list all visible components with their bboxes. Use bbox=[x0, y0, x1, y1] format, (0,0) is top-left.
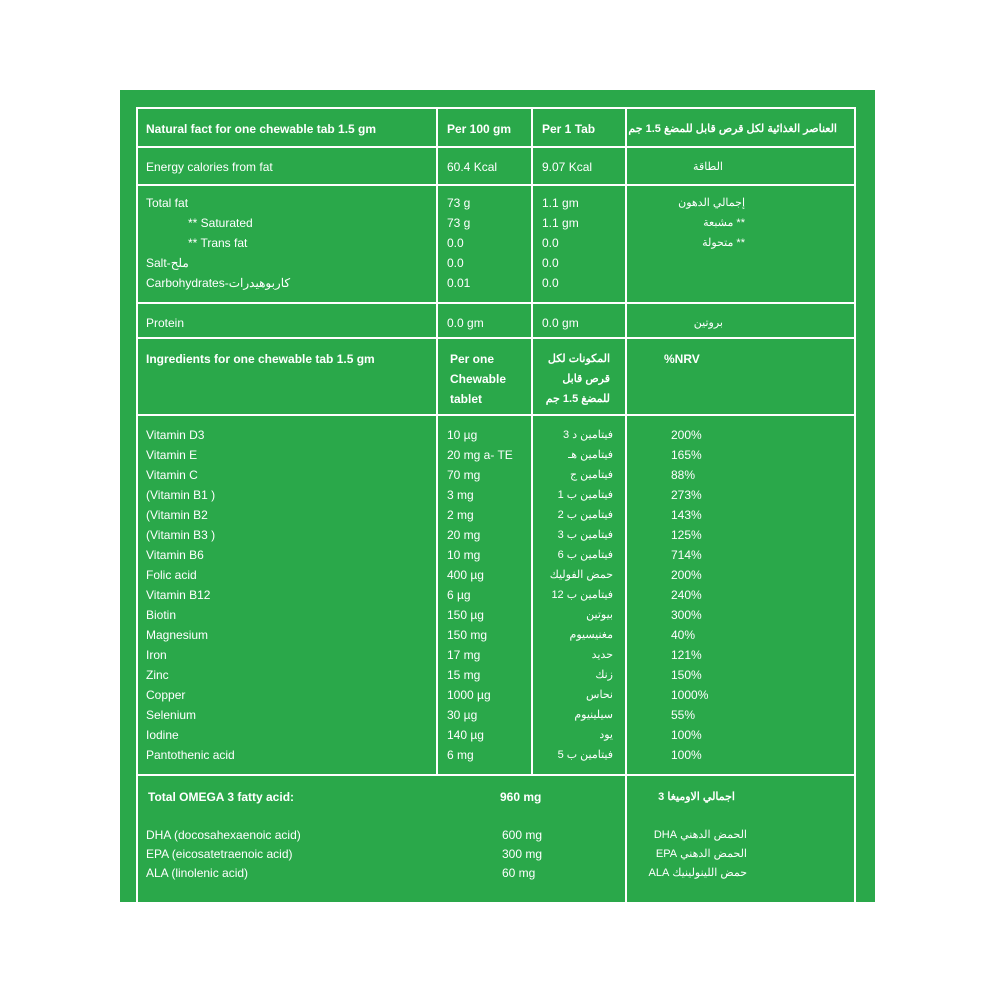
protein-arabic: بروتين bbox=[693, 317, 723, 329]
ingredient-nrv: 165% bbox=[671, 448, 702, 462]
header-col-per-100gm: Per 100 gm bbox=[447, 122, 512, 136]
column-divider-1 bbox=[436, 107, 438, 775]
fat-row-label: Total fat bbox=[146, 196, 189, 210]
energy-per-tab: 9.07 Kcal bbox=[542, 160, 593, 174]
omega-total-amount: 960 mg bbox=[500, 790, 542, 804]
fat-row-per-100: 73 g bbox=[447, 196, 471, 210]
ingredient-nrv: 150% bbox=[671, 668, 702, 682]
ingredient-arabic: سيلينيوم bbox=[574, 709, 613, 721]
ingredient-name: Iodine bbox=[146, 728, 179, 742]
fat-row-arabic: إجمالي الدهون bbox=[678, 197, 745, 209]
row-divider-ingredients-header bbox=[136, 414, 856, 416]
omega-item-arabic: حمض اللينولينيك ALA bbox=[648, 867, 747, 879]
ingredient-name: Magnesium bbox=[146, 628, 209, 642]
fat-row-arabic: ** مشبعة bbox=[703, 217, 745, 229]
table-border-right bbox=[854, 107, 856, 902]
ingredient-nrv: 125% bbox=[671, 528, 702, 542]
ingredient-amount: 17 mg bbox=[447, 648, 481, 662]
ingredient-amount: 20 mg bbox=[447, 528, 481, 542]
fat-row-per-tab: 0.0 bbox=[542, 276, 559, 290]
ingredient-name: Iron bbox=[146, 648, 167, 662]
ingredient-amount: 15 mg bbox=[447, 668, 481, 682]
omega-item-amount: 60 mg bbox=[502, 866, 536, 880]
ingredient-amount: 140 µg bbox=[447, 728, 484, 742]
ingredient-arabic: مغنيسيوم bbox=[569, 629, 613, 641]
ingredient-arabic: فيتامين ج bbox=[570, 469, 613, 481]
ingredient-amount: 1000 µg bbox=[447, 688, 491, 702]
ingredient-name: Copper bbox=[146, 688, 186, 702]
ingredient-name: Folic acid bbox=[146, 568, 197, 582]
fat-row-per-tab: 0.0 bbox=[542, 256, 559, 270]
ingredient-name: Vitamin B12 bbox=[146, 588, 211, 602]
protein-label: Protein bbox=[146, 316, 185, 330]
fat-row-per-100: 73 g bbox=[447, 216, 471, 230]
fat-row-per-100: 0.0 bbox=[447, 256, 464, 270]
ingredient-name: Vitamin D3 bbox=[146, 428, 205, 442]
protein-per-100: 0.0 gm bbox=[447, 316, 484, 330]
ingredients-header-col2-line2: Chewable bbox=[450, 372, 507, 386]
fat-row-per-tab: 0.0 bbox=[542, 236, 559, 250]
ingredient-name: Vitamin C bbox=[146, 468, 198, 482]
ingredients-header-nrv: %NRV bbox=[664, 352, 700, 366]
ingredient-amount: 30 µg bbox=[447, 708, 478, 722]
ingredient-nrv: 200% bbox=[671, 428, 702, 442]
ingredient-nrv: 300% bbox=[671, 608, 702, 622]
column-divider-3 bbox=[625, 107, 627, 902]
ingredient-arabic: فيتامين هـ bbox=[568, 449, 613, 461]
ingredient-name: Biotin bbox=[146, 608, 177, 622]
row-divider-fats bbox=[136, 302, 856, 304]
ingredient-name: Vitamin B6 bbox=[146, 548, 204, 562]
ingredient-name: (Vitamin B1 ) bbox=[146, 488, 216, 502]
ingredient-amount: 3 mg bbox=[447, 488, 474, 502]
ingredient-nrv: 273% bbox=[671, 488, 702, 502]
omega-item-name: DHA (docosahexaenoic acid) bbox=[146, 828, 301, 842]
ingredient-name: Vitamin E bbox=[146, 448, 198, 462]
fat-row-per-100: 0.0 bbox=[447, 236, 464, 250]
header-col-per-tab: Per 1 Tab bbox=[542, 122, 596, 136]
omega-item-name: ALA (linolenic acid) bbox=[146, 866, 249, 880]
protein-per-tab: 0.0 gm bbox=[542, 316, 579, 330]
column-divider-2 bbox=[531, 107, 533, 775]
ingredient-name: (Vitamin B3 ) bbox=[146, 528, 216, 542]
ingredients-header-col1: Ingredients for one chewable tab 1.5 gm bbox=[146, 352, 375, 366]
ingredients-header-col2-line3: tablet bbox=[450, 392, 483, 406]
ingredient-arabic: فيتامين ب 1 bbox=[557, 489, 613, 501]
omega-total-label: Total OMEGA 3 fatty acid: bbox=[148, 790, 295, 804]
header-col-description: Natural fact for one chewable tab 1.5 gm bbox=[146, 122, 377, 136]
energy-per-100: 60.4 Kcal bbox=[447, 160, 498, 174]
ingredient-amount: 10 mg bbox=[447, 548, 481, 562]
ingredient-name: Pantothenic acid bbox=[146, 748, 235, 762]
ingredient-arabic: حمض الفوليك bbox=[549, 569, 613, 581]
fat-row-label: Salt-ملح bbox=[146, 256, 189, 270]
fat-row-per-tab: 1.1 gm bbox=[542, 196, 579, 210]
omega-item-name: EPA (eicosatetraenoic acid) bbox=[146, 847, 293, 861]
ingredient-arabic: نحاس bbox=[586, 689, 613, 701]
ingredient-arabic: فيتامين ب 6 bbox=[557, 549, 613, 561]
row-divider-header bbox=[136, 146, 856, 148]
ingredient-name: (Vitamin B2 bbox=[146, 508, 208, 522]
ingredient-amount: 20 mg a- TE bbox=[447, 448, 513, 462]
ingredient-nrv: 121% bbox=[671, 648, 702, 662]
table-border-left bbox=[136, 107, 138, 902]
ingredient-arabic: فيتامين ب 2 bbox=[557, 509, 613, 521]
fat-row-per-tab: 1.1 gm bbox=[542, 216, 579, 230]
ingredient-arabic: يود bbox=[599, 729, 613, 741]
ingredient-nrv: 200% bbox=[671, 568, 702, 582]
omega-item-arabic: الحمض الدهني DHA bbox=[653, 829, 747, 841]
ingredient-name: Zinc bbox=[146, 668, 169, 682]
ingredient-arabic: فيتامين د 3 bbox=[563, 429, 613, 441]
ingredient-amount: 6 µg bbox=[447, 588, 471, 602]
omega-item-amount: 300 mg bbox=[502, 847, 543, 861]
ingredient-arabic: زنك bbox=[595, 669, 613, 681]
ingredient-nrv: 240% bbox=[671, 588, 702, 602]
row-divider-omega bbox=[136, 774, 856, 776]
ingredient-name: Selenium bbox=[146, 708, 197, 722]
ingredient-nrv: 714% bbox=[671, 548, 702, 562]
ingredient-nrv: 1000% bbox=[671, 688, 709, 702]
ingredient-arabic: بيوتين bbox=[586, 609, 613, 621]
ingredients-header-col2-line1: Per one bbox=[450, 352, 495, 366]
nutrition-facts-panel bbox=[120, 90, 875, 902]
ingredient-nrv: 100% bbox=[671, 728, 702, 742]
ingredient-arabic: فيتامين ب 3 bbox=[557, 529, 613, 541]
row-divider-energy bbox=[136, 184, 856, 186]
header-col-arabic: العناصر الغذائية لكل قرص قابل للمضغ 1.5 جم bbox=[628, 123, 837, 135]
ingredient-arabic: حديد bbox=[591, 649, 613, 661]
ingredient-nrv: 88% bbox=[671, 468, 696, 482]
ingredients-header-col3-line3: للمضغ 1.5 جم bbox=[545, 393, 610, 405]
ingredients-header-col3-line2: قرص قابل bbox=[562, 373, 610, 385]
row-divider-protein bbox=[136, 337, 856, 339]
energy-label: Energy calories from fat bbox=[146, 160, 273, 174]
ingredient-amount: 150 mg bbox=[447, 628, 488, 642]
ingredient-amount: 70 mg bbox=[447, 468, 481, 482]
fat-row-per-100: 0.01 bbox=[447, 276, 471, 290]
ingredient-amount: 150 µg bbox=[447, 608, 484, 622]
ingredient-nrv: 40% bbox=[671, 628, 696, 642]
ingredient-amount: 10 µg bbox=[447, 428, 478, 442]
energy-arabic: الطاقة bbox=[693, 161, 723, 173]
ingredient-arabic: فيتامين ب 5 bbox=[557, 749, 613, 761]
table-border-top bbox=[136, 107, 856, 109]
omega-total-arabic: اجمالي الاوميغا 3 bbox=[658, 791, 735, 803]
ingredient-nrv: 143% bbox=[671, 508, 702, 522]
omega-item-amount: 600 mg bbox=[502, 828, 543, 842]
ingredient-arabic: فيتامين ب 12 bbox=[551, 589, 613, 601]
ingredient-amount: 2 mg bbox=[447, 508, 474, 522]
omega-item-arabic: الحمض الدهني EPA bbox=[655, 848, 747, 860]
fat-row-arabic: ** متحولة bbox=[702, 237, 745, 249]
ingredient-amount: 400 µg bbox=[447, 568, 484, 582]
ingredient-nrv: 100% bbox=[671, 748, 702, 762]
fat-row-label: ** Saturated bbox=[188, 216, 253, 230]
ingredient-amount: 6 mg bbox=[447, 748, 474, 762]
fat-row-label: ** Trans fat bbox=[188, 236, 248, 250]
fat-row-label: Carbohydrates-كاربوهيدرات bbox=[146, 276, 291, 290]
ingredient-nrv: 55% bbox=[671, 708, 696, 722]
ingredients-header-col3-line1: المكونات لكل bbox=[547, 353, 610, 365]
